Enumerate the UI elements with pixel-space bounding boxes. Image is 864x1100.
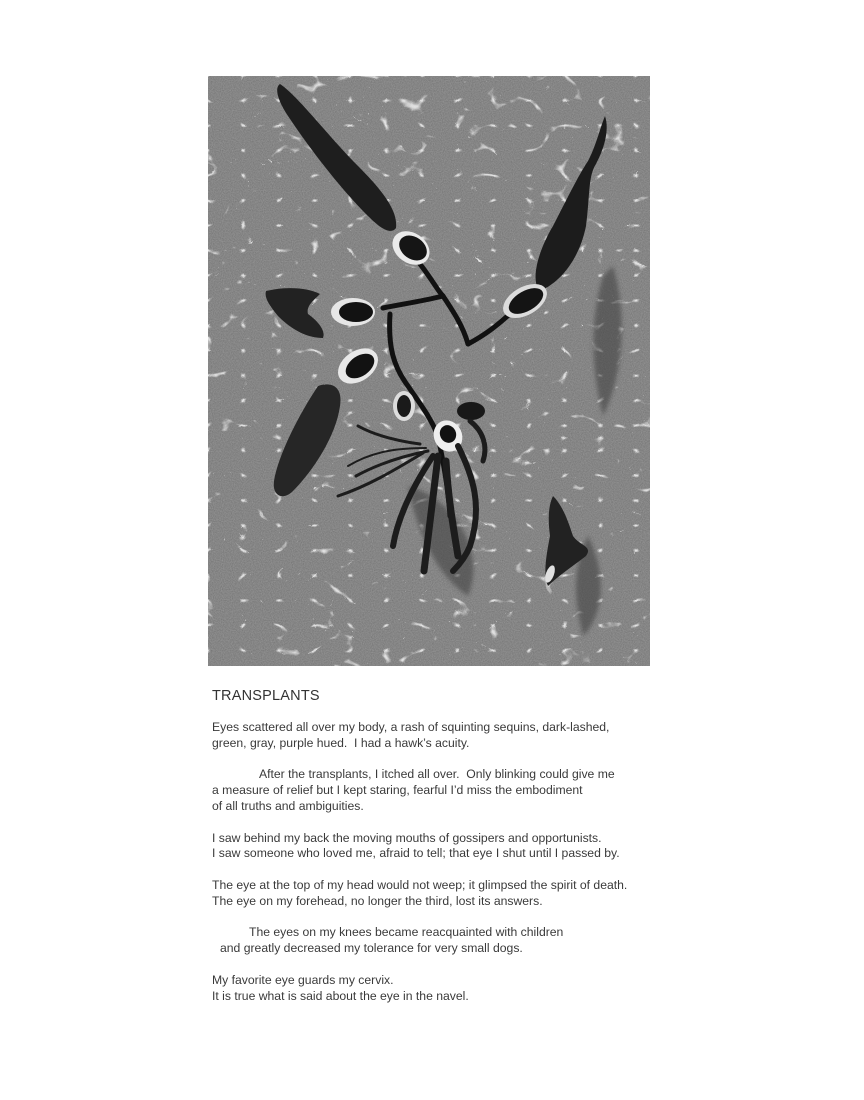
poem-line: green, gray, purple hued. I had a hawk’s acuity.: [212, 735, 470, 750]
poem-line: Eyes scattered all over my body, a rash of squinting sequins, dark-lashed,: [212, 720, 610, 734]
kelp-photograph: [208, 76, 650, 666]
poem-line: It is true what is said about the eye in the navel.: [212, 988, 469, 1003]
poem-line: I saw someone who loved me, afraid to tell; that eye I shut until I passed by.: [212, 846, 620, 861]
poem-line: The eye on my forehead, no longer the third, lost its answers.: [212, 893, 543, 908]
poem-line: and greatly decreased my tolerance for very small dogs.: [220, 941, 523, 956]
poem-line: of all truths and ambiguities.: [212, 798, 364, 813]
poem-title: TRANSPLANTS: [212, 688, 320, 704]
poem-line: The eyes on my knees became reacquainted with children: [249, 925, 564, 940]
stanza-6: [212, 973, 712, 1005]
poem-body: [212, 720, 712, 1020]
poem-line: a measure of relief but I kept staring, fearful I’d miss the embodiment: [212, 783, 583, 798]
poem-line: After the transplants, I itched all over. Only blinking could give me: [259, 767, 615, 782]
poem-line: I saw behind my back the moving mouths of gossipers and opportunists.: [212, 830, 602, 845]
stanza-5: [212, 925, 712, 957]
stanza-1: [212, 720, 712, 752]
stanza-3: [212, 831, 712, 863]
poem-line: The eye at the top of my head would not weep; it glimpsed the spirit of death.: [212, 877, 628, 892]
stanza-4: [212, 878, 712, 910]
poem-line: My favorite eye guards my cervix.: [212, 972, 394, 987]
stanza-2: [212, 767, 712, 814]
